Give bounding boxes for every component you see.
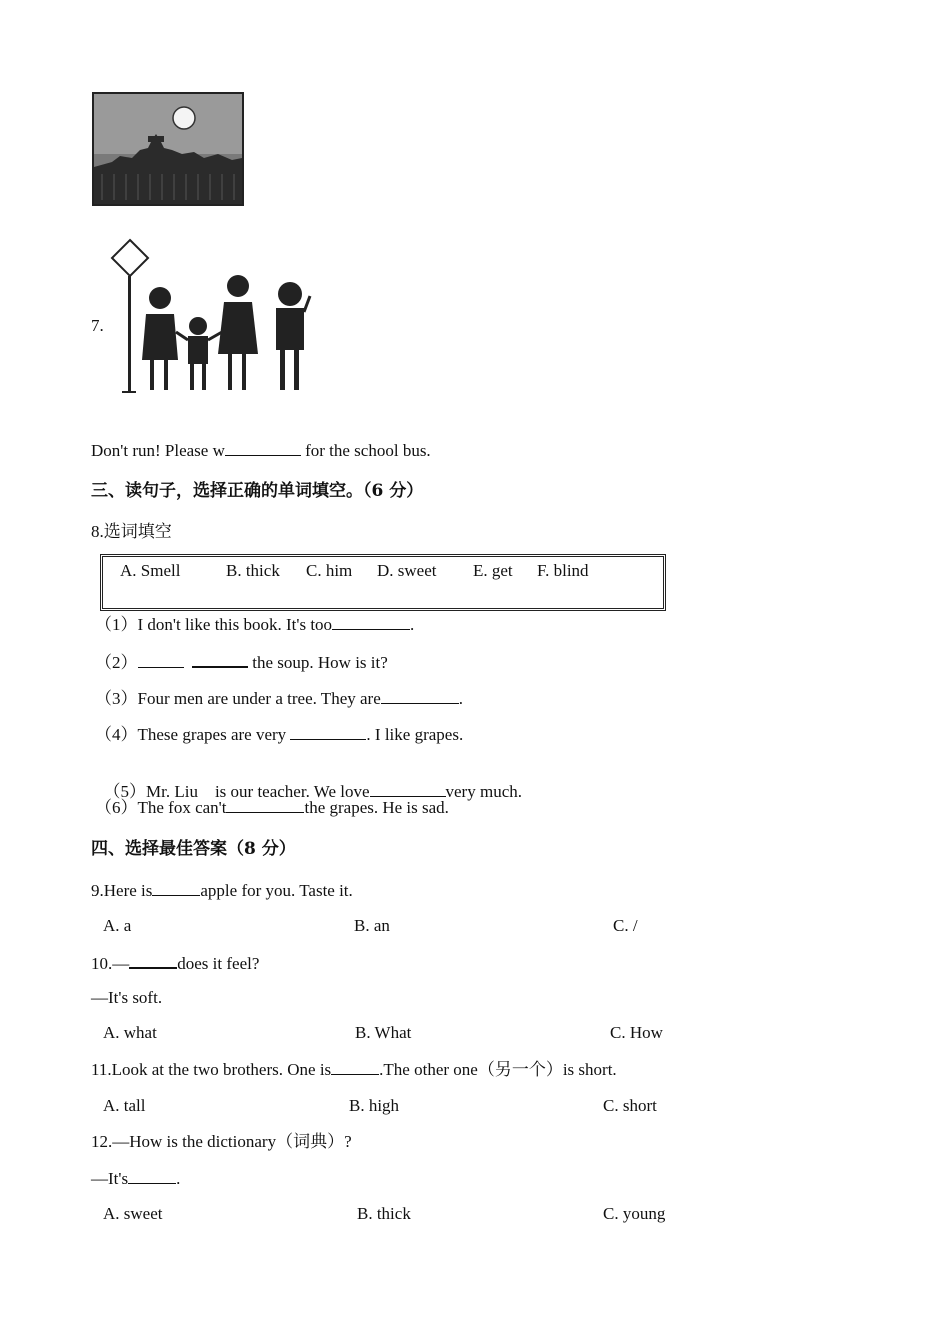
q10-blank[interactable]: [129, 952, 177, 969]
q11-option-b[interactable]: B. high: [349, 1096, 400, 1115]
q8-item-1: [95, 614, 414, 635]
item-number: （6）: [95, 798, 138, 817]
school-bus-stop-picture: [110, 236, 316, 398]
q10-option-a[interactable]: A. what: [103, 1023, 157, 1042]
q7-blank[interactable]: [225, 440, 301, 456]
question-7-number: 7.: [91, 316, 104, 335]
q8-item-4: [95, 724, 463, 745]
word-option-a: A. Smell: [120, 561, 181, 580]
q11-option-a[interactable]: A. tall: [103, 1096, 146, 1115]
q10-option-b[interactable]: B. What: [355, 1023, 412, 1042]
question-9: [91, 880, 353, 901]
item-text-after: the grapes. He is sad.: [304, 798, 449, 817]
q10-answer-line: —It's soft.: [91, 988, 163, 1007]
section-4-title: 四、选择最佳答案（8 分）: [91, 839, 296, 859]
q8-item-4-blank[interactable]: [290, 724, 366, 740]
q12-text-before: —It's: [91, 1169, 129, 1188]
q9-text-before: 9.Here is: [91, 881, 153, 900]
item-number: （5）: [103, 782, 146, 801]
q12-option-a[interactable]: A. sweet: [103, 1204, 163, 1223]
word-option-b: B. thick: [226, 561, 280, 580]
q10-option-c[interactable]: C. How: [610, 1023, 663, 1042]
q8-item-6-blank[interactable]: [226, 797, 304, 813]
question-10: [91, 952, 259, 974]
q9-blank[interactable]: [152, 880, 200, 896]
word-option-f: F. blind: [537, 561, 589, 580]
question-12: 12.—How is the dictionary（词典）?: [91, 1132, 352, 1151]
item-number: （2）: [95, 653, 138, 672]
word-option-d: D. sweet: [377, 561, 437, 580]
q8-item-2-blank-1[interactable]: [138, 652, 184, 668]
q8-item-1-blank[interactable]: [332, 614, 410, 630]
q11-blank[interactable]: [331, 1059, 379, 1075]
q12-option-c[interactable]: C. young: [603, 1204, 666, 1223]
question-7-sentence: [91, 440, 431, 461]
word-option-c: C. him: [306, 561, 353, 580]
item-text-before: Four men are under a tree. They are: [137, 689, 381, 708]
q12-blank[interactable]: [128, 1168, 176, 1184]
item-text-before: Mr. Liu is our teacher. We love: [146, 782, 370, 801]
item-text-before: These grapes are very: [137, 725, 291, 744]
word-option-e: E. get: [473, 561, 513, 580]
q7-text-after: for the school bus.: [300, 441, 431, 460]
q8-item-6: [95, 797, 449, 818]
q11-text-before: 11.Look at the two brothers. One is: [91, 1060, 332, 1079]
item-number: （4）: [95, 725, 138, 744]
q8-item-5: [95, 761, 522, 802]
q12-answer-line: [91, 1168, 180, 1189]
q8-item-3: [95, 688, 463, 709]
question-11: [91, 1059, 617, 1080]
item-text-after: very much.: [445, 782, 522, 801]
q11-text-after: .The other one（另一个）is short.: [379, 1060, 617, 1079]
q8-item-2: [95, 651, 388, 673]
q11-option-c[interactable]: C. short: [603, 1096, 657, 1115]
q9-option-a[interactable]: A. a: [103, 916, 132, 935]
item-text-after: the soup. How is it?: [248, 653, 388, 672]
section-3-title: 三、读句子，选择正确的单词填空。（6 分）: [91, 481, 424, 501]
q8-item-5-blank[interactable]: [370, 781, 446, 797]
q9-option-c[interactable]: C. /: [613, 916, 638, 935]
item-text-before: I don't like this book. It's too: [137, 615, 333, 634]
item-number: （1）: [95, 615, 138, 634]
question-8-title: 8.选词填空: [91, 522, 172, 541]
q7-text-before: Don't run! Please w: [91, 441, 225, 460]
q9-text-after: apple for you. Taste it.: [200, 881, 353, 900]
q10-text-after: does it feel?: [177, 954, 260, 973]
moon-castle-picture: [92, 92, 244, 206]
item-text-after: .: [410, 615, 415, 634]
q12-text-after: .: [176, 1169, 181, 1188]
item-number: （3）: [95, 689, 138, 708]
q12-option-b[interactable]: B. thick: [357, 1204, 411, 1223]
item-text-after: .: [458, 689, 463, 708]
item-text-after: . I like grapes.: [366, 725, 464, 744]
q8-item-2-blank-2[interactable]: [192, 651, 248, 668]
q8-item-3-blank[interactable]: [381, 688, 459, 704]
q10-text-before: 10.—: [91, 954, 130, 973]
q9-option-b[interactable]: B. an: [354, 916, 390, 935]
item-text-before: The fox can't: [137, 798, 227, 817]
